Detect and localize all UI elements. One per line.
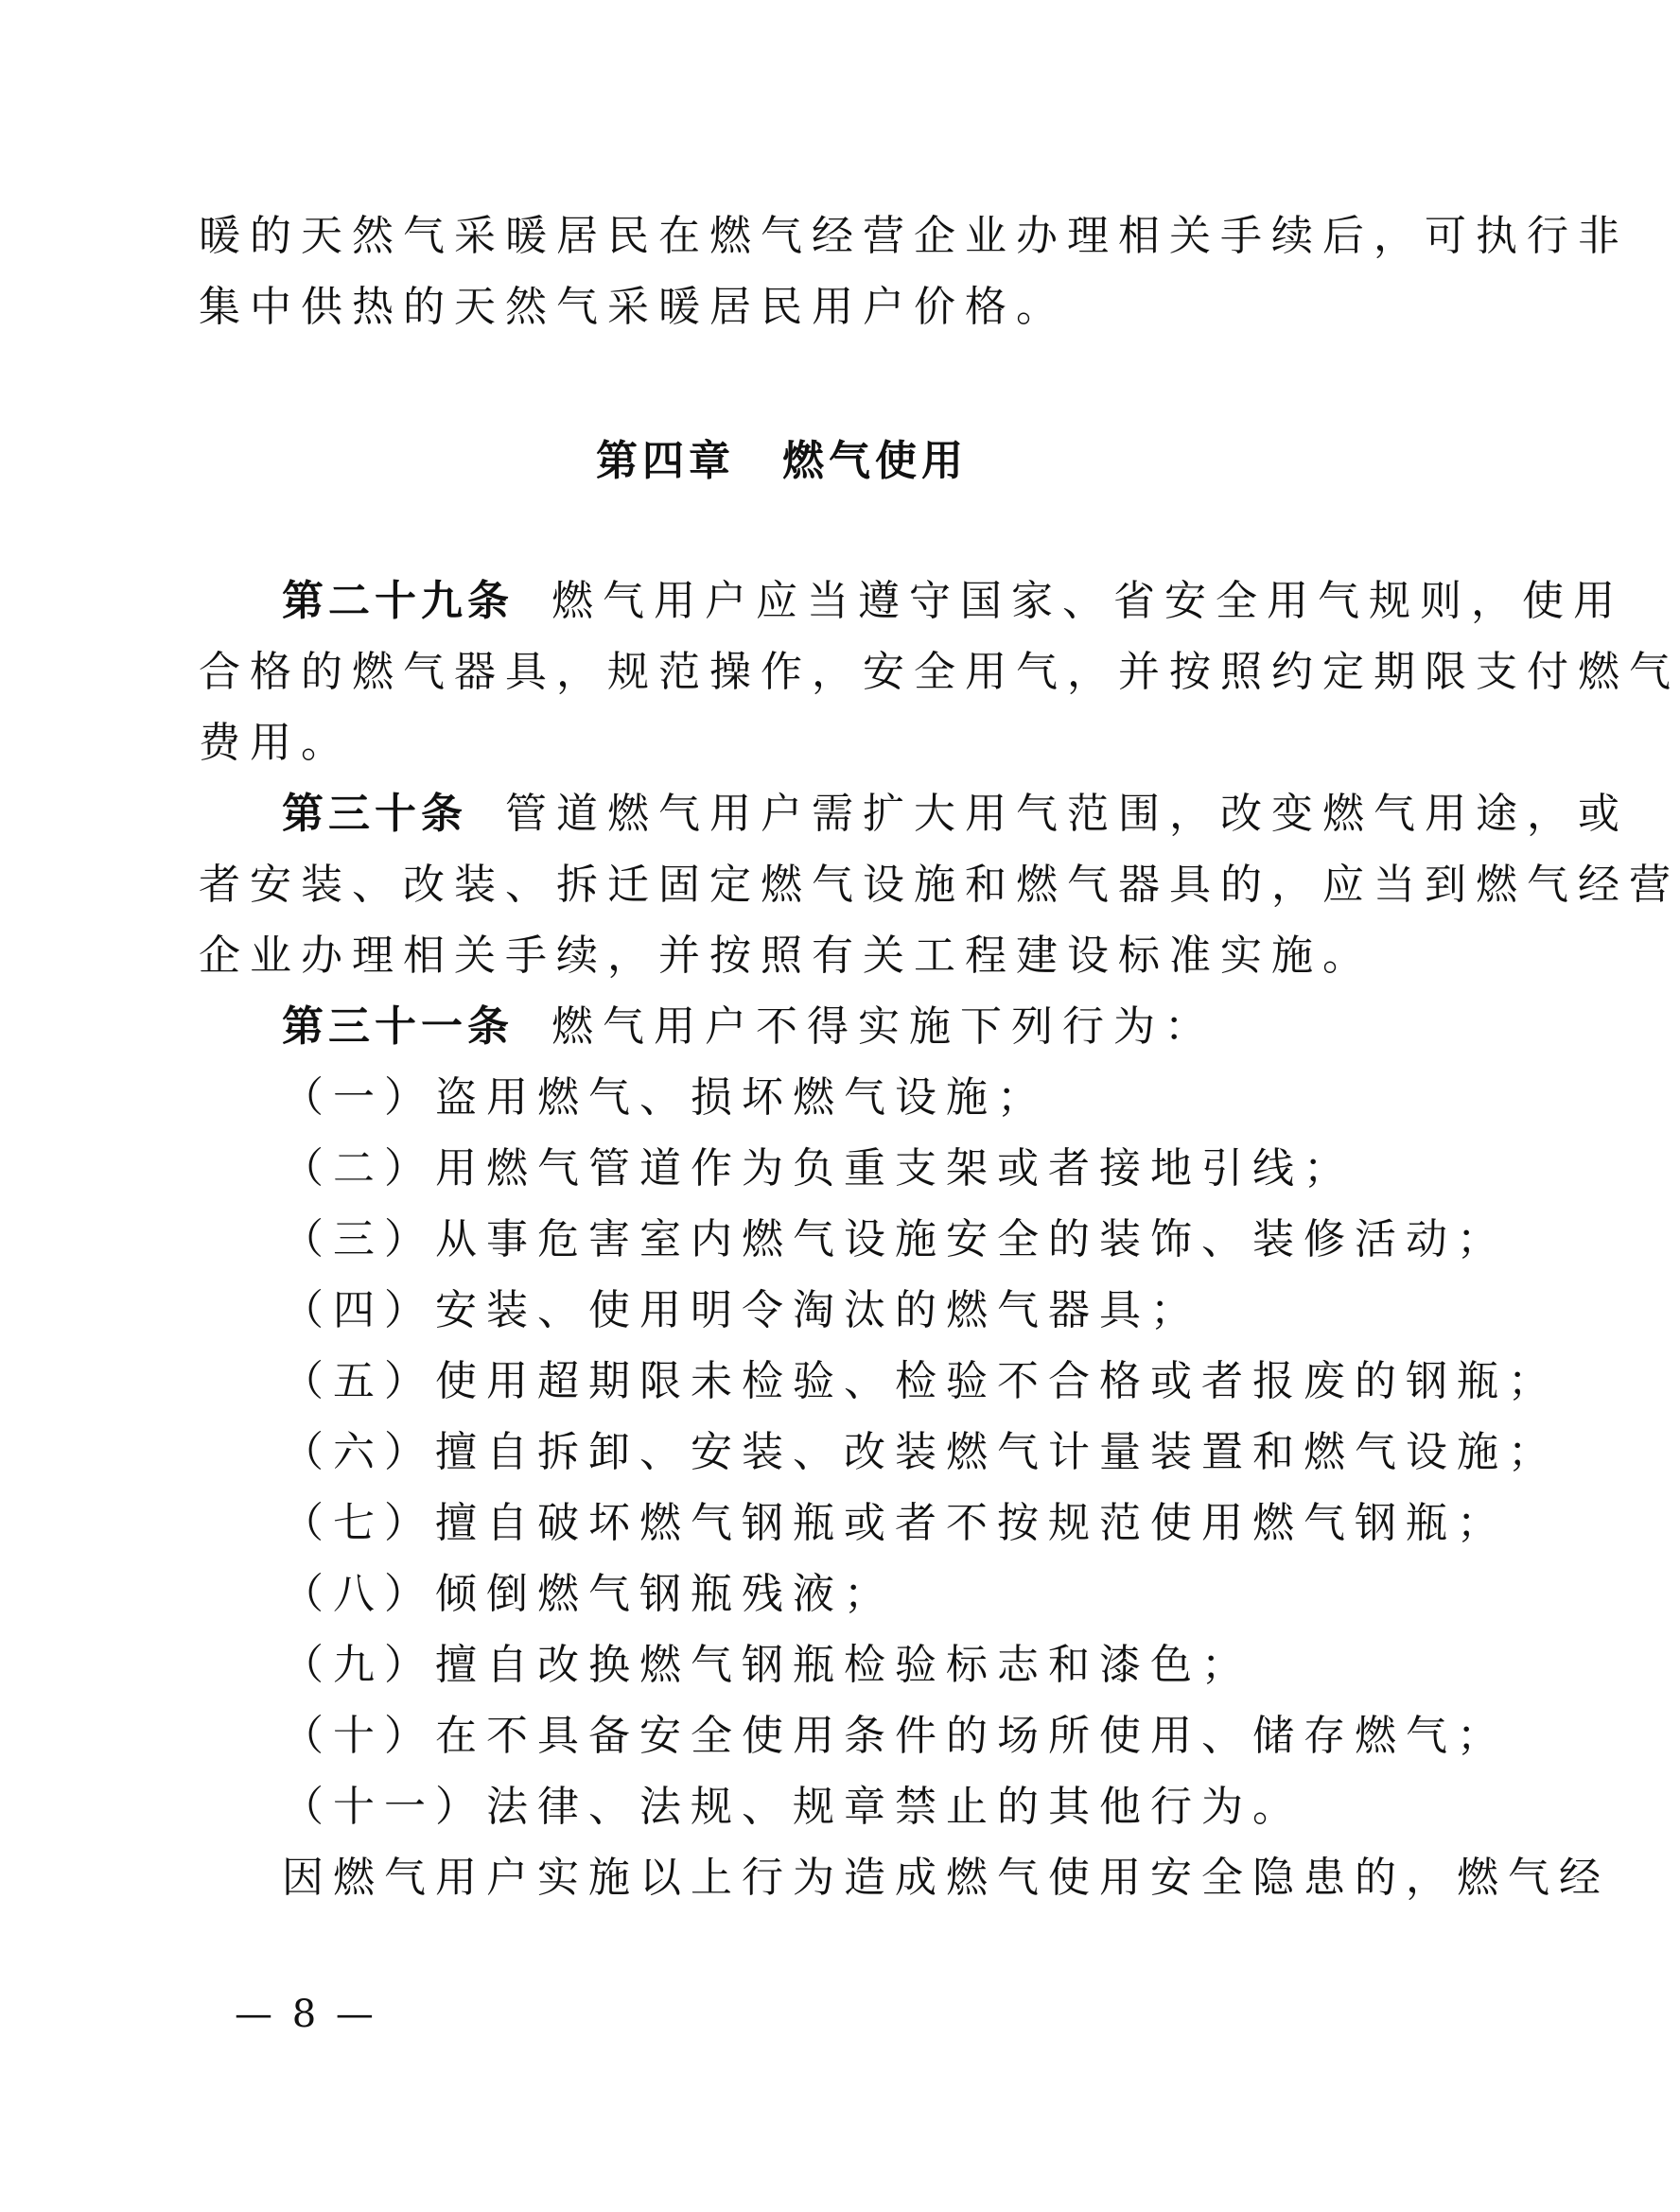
continuation-line: 暖的天然气采暖居民在燃气经营企业办理相关手续后，可执行非 [199, 212, 1629, 260]
chapter-title: 燃气使用 [782, 437, 968, 485]
article-30-label: 第三十条 [282, 790, 467, 838]
article-30 [199, 778, 1680, 991]
page-number: — 8 — [235, 1993, 377, 2036]
article-31-item: （五）使用超期限未检验、检验不合格或者报废的钢瓶； [282, 1357, 1559, 1405]
article-31-item: （二）用燃气管道作为负重支架或者接地引线； [282, 1144, 1355, 1193]
article-31-item: （十）在不具备安全使用条件的场所使用、储存燃气； [282, 1712, 1508, 1760]
article-31-item: （一）盗用燃气、损坏燃气设施； [282, 1073, 1048, 1122]
article-29-line: 合格的燃气器具，规范操作，安全用气，并按照约定期限支付燃气 [199, 648, 1680, 696]
article-30-text: 管道燃气用户需扩大用气范围，改变燃气用途，或 [505, 790, 1629, 838]
article-31-item: （六）擅自拆卸、安装、改装燃气计量装置和燃气设施； [282, 1428, 1559, 1476]
continuation-paragraph [199, 200, 1629, 342]
article-30-line: 者安装、改装、拆迁固定燃气设施和燃气器具的，应当到燃气经营 [199, 861, 1680, 909]
article-30-first-line [199, 778, 1629, 849]
article-31-item: （三）从事危害室内燃气设施安全的装饰、装修活动； [282, 1215, 1508, 1263]
chapter-number: 第四章 [596, 437, 735, 485]
article-31-item: （九）擅自改换燃气钢瓶检验标志和漆色； [282, 1641, 1252, 1689]
article-29-text: 燃气用户应当遵守国家、省安全用气规则，使用 [551, 577, 1624, 625]
article-31-item: （七）擅自破坏燃气钢瓶或者不按规范使用燃气钢瓶； [282, 1499, 1508, 1547]
article-30-line: 企业办理相关手续，并按照有关工程建设标准实施。 [199, 932, 1374, 980]
article-31-text: 燃气用户不得实施下列行为： [551, 1002, 1216, 1051]
article-31-label: 第三十一条 [282, 1002, 514, 1051]
chapter-heading [0, 426, 1564, 496]
article-31-closing-line: 因燃气用户实施以上行为造成燃气使用安全隐患的，燃气经 [282, 1854, 1610, 1902]
article-29-label: 第二十九条 [282, 577, 514, 625]
article-31-item: （十一）法律、法规、规章禁止的其他行为。 [282, 1783, 1304, 1831]
article-31 [199, 991, 1610, 1913]
article-31-first-line [199, 991, 1372, 1062]
article-31-item: （八）倾倒燃气钢瓶残液； [282, 1570, 895, 1618]
article-29-first-line [199, 566, 1624, 636]
article-29 [199, 566, 1680, 778]
continuation-line: 集中供热的天然气采暖居民用户价格。 [199, 283, 1067, 331]
article-31-item: （四）安装、使用明令淘汰的燃气器具； [282, 1286, 1201, 1334]
article-29-line: 费用。 [199, 719, 352, 767]
